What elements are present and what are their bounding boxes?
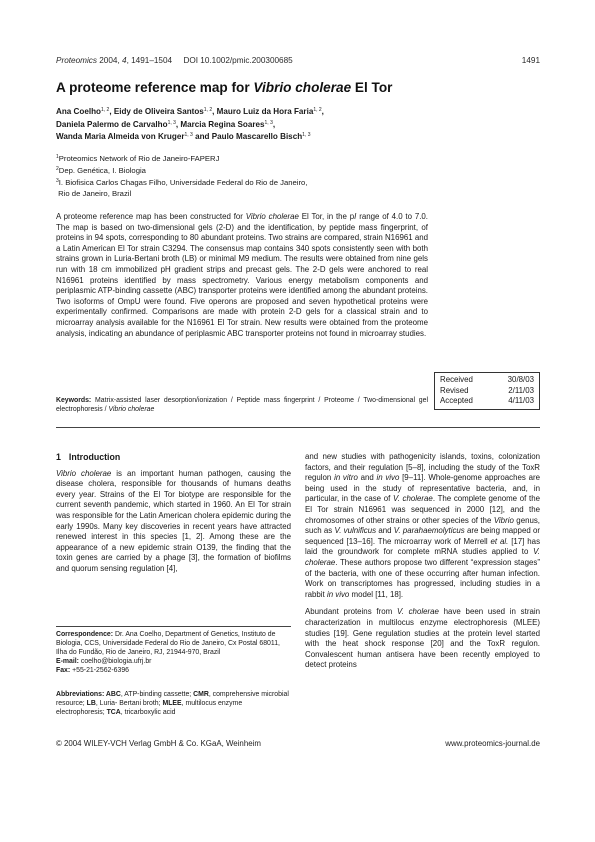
date-revised: Revised 2/11/03	[440, 385, 534, 395]
section-heading: 1 Introduction	[56, 452, 121, 462]
title-species: Vibrio cholerae	[253, 80, 352, 95]
page-number: 1491	[521, 56, 540, 65]
divider	[56, 427, 540, 428]
author-list: Ana Coelho$^{1, 2}$, Eidy de Oliveira Santos$^{1, 2}$, Mauro Luiz da Hora Faria$^{1, 2}$, Daniela Palermo de Carvalho$^{1, 3}$, Marcia Regina Soares$^{1, 3}$, Wanda Maria Almeida von Kruger$^{1, 3}$ and Paulo Mascarello Bisch$^{1, 3}$	[56, 107, 324, 142]
body-column-left	[56, 452, 291, 575]
correspondence: Correspondence: Dr. Ana Coelho, Department of Genetics, Instituto de Biologia, CCS, Universidade Federal do Rio de Janeiro, Cx Postal 68011, Ilha do Fundão, Rio de Janeiro, RJ, 21944-970, Brazil E-mail: coelho@biologia.ufrj.br Fax: +55-21-2562-6396	[56, 631, 280, 675]
affiliation-2: $^2$Dep. Genética, I. Biologia	[56, 166, 146, 176]
journal-name: Proteomics	[56, 56, 97, 65]
paragraph: Abundant proteins from V. cholerae have been used in strain characterization in multilocus enzyme electrophoresis (MLEE) studies [19]. Gene regulation studies at the protein level started with the heat shock response [20] and the ToxR regulon. Convalescent human antisera have been recently employed to detect proteins	[305, 607, 540, 670]
journal-url[interactable]: www.proteomics-journal.de	[445, 739, 540, 748]
date-received: Received 30/8/03	[440, 375, 534, 384]
date-accepted: Accepted 4/11/03	[440, 396, 534, 406]
paragraph: Vibrio cholerae is an important human pathogen, causing the disease cholera, responsible for thousands of humans deaths every year. Strains of the El Tor biotype are responsible for the current seventh pandemic, which started in 1960. An El Tor strain was responsible for the Latin American cholera epidemic during the early 1990s. Many key discoveries in recent years have attracted renewed interest in this species [1, 2]. Among these are the appearance of a new epidemic strain O139, the finding that the toxin genes are carried by a phage [3], the formation of biofilms and quorum sensing regulation [4],	[56, 468, 291, 573]
body-column-right	[305, 452, 540, 671]
paragraph: and new studies with pathogenicity islands, toxins, colonization factors, and their regulation [5–8], including the study of the ToxR regulon in vitro and in vivo [9–11]. Whole-genome approaches are being used in the study of representative bacteria, and, in particular, in the case of V. cholerae. The complete genome of the El Tor strain N16961 was sequenced in 2000 [12], and the chromosomes of other strains or other species of the Vibrio genus, such as V. vulnificus and V. parahaemolyticus are being mapped or sequenced [13–16]. The microarray work of Merrell et al. [17] has laid the groundwork for complete mRNA studies applied to V. cholerae. These authors propose two different “expression stages” of the bacteria, with one of these occurring after human infection. Work on transcriptomes has progressed, including studies in a rabbit in vivo model [11, 18].	[305, 452, 541, 599]
volume: 4	[122, 56, 127, 65]
footnote-divider	[56, 626, 291, 627]
keywords: Keywords: Matrix-assisted laser desorption/ionization / Peptide mass fingerprint / Proteome / Two-dimensional gel electrophoresis / Vibrio cholerae	[56, 397, 428, 414]
doi: DOI 10.1002/pmic.200300685	[183, 56, 293, 65]
copyright: © 2004 WILEY-VCH Verlag GmbH & Co. KGaA, Weinheim	[56, 739, 261, 748]
abstract: A proteome reference map has been constructed for Vibrio cholerae El Tor, in the pI range of 4.0 to 7.0. The map is based on two-dimensional gels (2-D) and the identification, by peptide mass fingerprint, of proteins in 94 spots, corresponding to 80 abundant proteins. Two strains are compared, strain N16961 and a Latin American El Tor strain C3294. The consensus map contains 340 spots consistently seen with both strains grown in Luria-Bertani broth (LB) or minimal M9 medium. The results were obtained from nine gels run with 18 cm immobilized pH gradient strips and precast gels. The 2-D gels were anchored to real N16961 proteins identified by mass spectrometry. Various energy metabolism components and periplasmic ATP-binding cassette (ABC) transporter proteins were identified among the abundant proteins. Two isoforms of OmpU were found. Five operons are proposed and seven hypothetical proteins were experimentally confirmed. Comparisons are made with protein 2-D gels for a classical strain and to microarray analysis available for the N16961 El Tor strain. New results were obtained from the proteome analysis, indicating an abundance of periplasmic ABC transporter proteins not found in microarray studies.	[56, 212, 428, 338]
email-link[interactable]: coelho@biologia.ufrj.br	[78, 658, 152, 666]
dates-box	[434, 372, 540, 410]
affiliation-3: $^3$I. Biofisica Carlos Chagas Filho, Universidade Federal do Rio de Janeiro, Rio de Janeiro, Brazil	[56, 178, 308, 198]
affiliation-1: $^1$Proteomics Network of Rio de Janeiro-FAPERJ	[56, 154, 220, 163]
citation-year: 2004,	[96, 56, 122, 65]
running-header	[56, 56, 540, 65]
page-range: , 1491–1504	[126, 56, 173, 65]
article-title: A proteome reference map for Vibrio cholerae El Tor	[56, 80, 393, 95]
page-footer	[56, 739, 540, 748]
abbreviations: Abbreviations: ABC, ATP-binding cassette; CMR, comprehensive microbial resource; LB, Luria- Bertani broth; MLEE, multilocus enzyme electrophoresis; TCA, tricarboxylic acid	[56, 691, 289, 717]
affiliations	[56, 152, 540, 199]
